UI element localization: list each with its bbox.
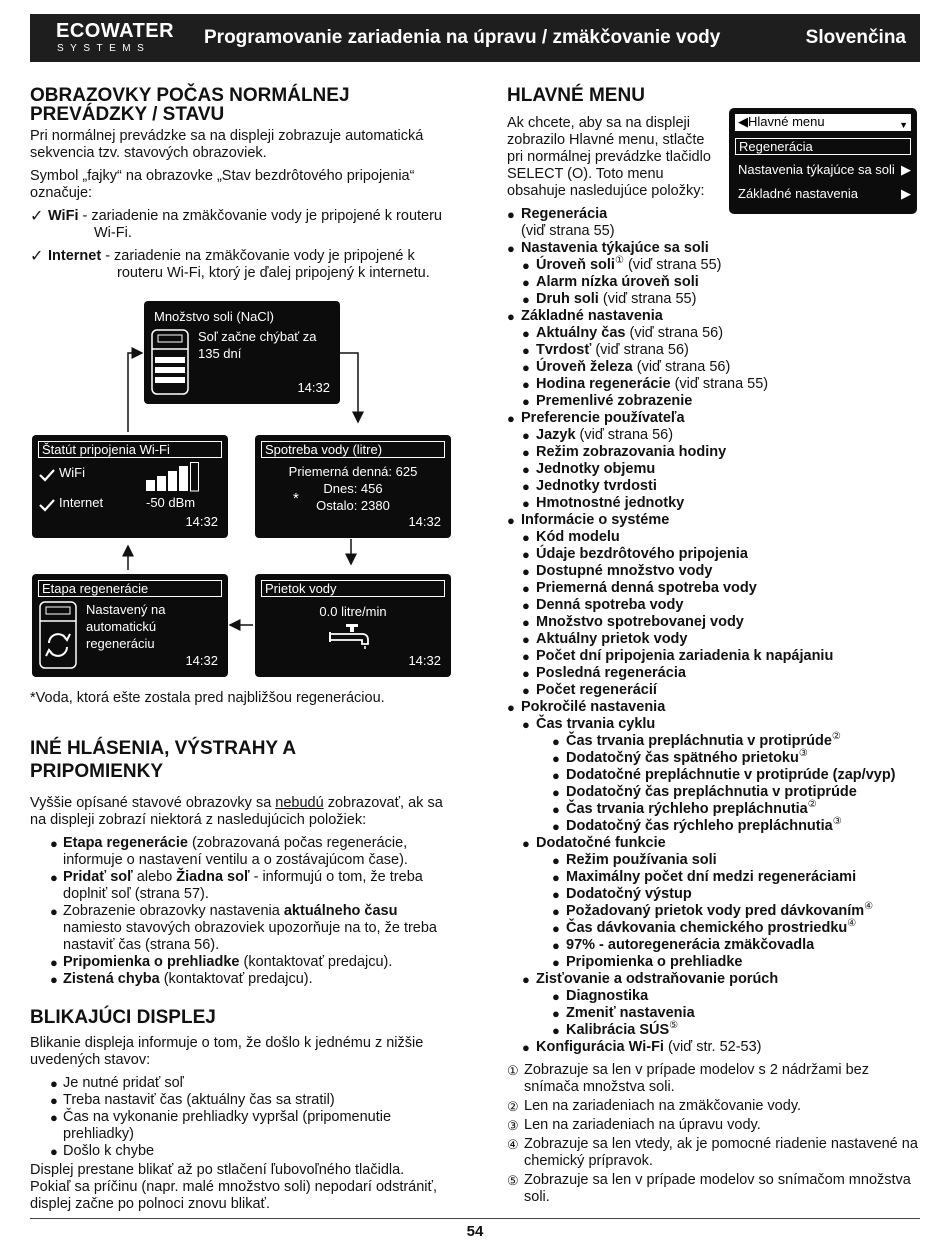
regen-line3: regeneráciu bbox=[86, 636, 155, 651]
list-item: ● Zobrazenie obrazovky nastavenia aktuálneho času namiesto stavových obrazoviek upozorňuje na to, že treba nastaviť čas (strana 56). bbox=[50, 903, 448, 954]
check-icon bbox=[38, 498, 56, 512]
chevron-right-icon: ▶ bbox=[901, 162, 911, 177]
menu-tree-item: ● Čas trvania rýchleho prepláchnutia② bbox=[552, 801, 921, 818]
menu-tree-item: ● Maximálny počet dní medzi regeneráciami bbox=[552, 869, 921, 886]
main-menu-intro: Ak chcete, aby sa na displeji zobrazilo Hlavné menu, stlačte pri normálnej prevádzke tlačidlo SELECT (O). Toto menu obsahuje nasledujúce položky: bbox=[507, 115, 711, 199]
blinking-outro: Displej prestane blikať až po stlačení ľubovoľného tlačidla. Pokiaľ sa príčinu (napr. malé množstvo soli) nepodarí odstrániť, displej začne po polnoci znovu blikať. bbox=[30, 1162, 437, 1212]
menu-tree-item: ● Úroveň soli① (viď strana 55) bbox=[522, 257, 921, 274]
list-item: ● Etapa regenerácie (zobrazovaná počas regenerácie, informuje o nastavení ventilu a o zostávajúcom čase). bbox=[50, 835, 448, 869]
footnote-1: ① Zobrazuje sa len v prípade modelov s 2 nádržami bez snímača množstva soli. bbox=[507, 1062, 869, 1095]
menu-tree-item: ● Jednotky objemu bbox=[522, 461, 921, 478]
regen-line2: automatickú bbox=[86, 619, 157, 634]
menu-tree-item: ● Jednotky tvrdosti bbox=[522, 478, 921, 495]
menu-tree-item: ● Množstvo spotrebovanej vody bbox=[522, 614, 921, 631]
menu-tree-item: ● Konfigurácia Wi-Fi (viď str. 52-53) bbox=[522, 1039, 921, 1056]
header-title: Programovanie zariadenia na úpravu / zmäkčovanie vody bbox=[204, 27, 721, 48]
menu-tree-item: (viď strana 55) bbox=[521, 223, 615, 239]
regen-screen-title: Etapa regenerácie bbox=[38, 580, 222, 597]
menu-tree-item: ● Režim zobrazovania hodiny bbox=[522, 444, 921, 461]
menu-tree-item: ● Dodatočný čas rýchleho prepláchnutia③ bbox=[552, 818, 921, 835]
section-title-messages: INÉ HLÁSENIA, VÝSTRAHY A PRIPOMIENKY bbox=[30, 738, 297, 782]
menu-tree-item: ● Požadovaný prietok vody pred dávkovaním④ bbox=[552, 903, 921, 920]
list-item: ● Pripomienka o prehliadke (kontaktovať predajcu). bbox=[50, 954, 448, 971]
menu-display-title: ◀Hlavné menu ▼ bbox=[735, 114, 911, 131]
footnote-2: ② Len na zariadeniach na zmäkčovanie vody. bbox=[507, 1098, 802, 1114]
internet-label: Internet bbox=[59, 495, 104, 510]
menu-tree-item: ● Regenerácia bbox=[507, 206, 921, 223]
menu-tree-item: ● Diagnostika bbox=[552, 988, 921, 1005]
wifi-time: 14:32 bbox=[185, 514, 218, 529]
water-usage-screen bbox=[255, 435, 451, 538]
menu-tree-item: ● Počet regenerácií bbox=[522, 682, 921, 699]
chevron-down-icon: ▼ bbox=[899, 120, 908, 130]
check-icon bbox=[38, 468, 56, 482]
footnote-3: ③ Len na zariadeniach na úpravu vody. bbox=[507, 1117, 761, 1133]
usage-remaining: Ostalo: 2380 bbox=[316, 498, 390, 513]
menu-tree-item: ● Pokročilé nastavenia bbox=[507, 699, 921, 716]
usage-star: * bbox=[293, 490, 299, 507]
salt-time: 14:32 bbox=[297, 380, 330, 395]
signal-bars-icon bbox=[145, 462, 201, 492]
menu-tree-item: ● Čas dávkovania chemického prostriedku④ bbox=[552, 920, 921, 937]
ecowater-logo: ECOWATER bbox=[56, 20, 175, 42]
menu-tree-item: ● Čas trvania cyklu bbox=[522, 716, 921, 733]
menu-tree-item: ● Dodatočný čas spätného prietoku③ bbox=[552, 750, 921, 767]
flow-rate: 0.0 litre/min bbox=[319, 604, 387, 619]
left-column bbox=[30, 86, 448, 1219]
logo-systems: SYSTEMS bbox=[57, 43, 151, 54]
list-item: ● Došlo k chybe bbox=[50, 1143, 448, 1160]
menu-tree-item: ● Hmotnostné jednotky bbox=[522, 495, 921, 512]
regen-time: 14:32 bbox=[185, 653, 218, 668]
menu-tree-item: ● Dostupné množstvo vody bbox=[522, 563, 921, 580]
menu-tree-item: ● Premenlivé zobrazenie bbox=[522, 393, 921, 410]
menu-tree-item: ● Dodatočné funkcie bbox=[522, 835, 921, 852]
menu-tree-item: ● 97% - autoregenerácia zmäkčovadla bbox=[552, 937, 921, 954]
list-item: ● Pridať soľ alebo Žiadna soľ - informujú o tom, že treba doplniť soľ (strana 57). bbox=[50, 869, 448, 903]
menu-tree-item: ● Jazyk (viď strana 56) bbox=[522, 427, 921, 444]
main-menu-display bbox=[729, 108, 917, 214]
menu-tree-item: ● Kód modelu bbox=[522, 529, 921, 546]
blinking-intro: Blikanie displeja informuje o tom, že došlo k jednému z nižšie uvedených stavov: bbox=[30, 1035, 424, 1068]
menu-tree-item: ● Dodatočný čas prepláchnutia v protiprúde bbox=[552, 784, 921, 801]
menu-tree-item: ● Preferencie používateľa bbox=[507, 410, 921, 427]
menu-tree-item: ● Kalibrácia SÚS⑤ bbox=[552, 1022, 921, 1039]
salt-line2: 135 dní bbox=[198, 346, 242, 361]
menu-tree-item: ● Zisťovanie a odstraňovanie porúch bbox=[522, 971, 921, 988]
check-icon: ✓ bbox=[30, 208, 44, 225]
menu-tree-item: ● Priemerná denná spotreba vody bbox=[522, 580, 921, 597]
wifi-screen-title: Štatút pripojenia Wi-Fi bbox=[38, 441, 222, 458]
menu-tree-item: ● Počet dní pripojenia zariadenia k napájaniu bbox=[522, 648, 921, 665]
salt-tank-icon bbox=[151, 329, 189, 395]
footnotes bbox=[507, 1062, 921, 1206]
messages-intro: Vyššie opísané stavové obrazovky sa nebudú zobrazovať, ak sa na displeji zobrazí niektorá z nasledujúcich položiek: bbox=[30, 795, 443, 828]
faucet-icon bbox=[328, 622, 376, 650]
menu-tree bbox=[507, 206, 921, 1056]
menu-tree-item: ● Údaje bezdrôtového pripojenia bbox=[522, 546, 921, 563]
menu-tree-item: ● Dodatočné prepláchnutie v protiprúde (zap/vyp) bbox=[552, 767, 921, 784]
menu-tree-item: ● Pripomienka o prehliadke bbox=[552, 954, 921, 971]
flow-screen-title: Prietok vody bbox=[261, 580, 445, 597]
menu-tree-item: ● Informácie o systéme bbox=[507, 512, 921, 529]
menu-item-regeneration: Regenerácia bbox=[735, 138, 911, 155]
regeneration-screen bbox=[32, 574, 228, 677]
list-item: ● Treba nastaviť čas (aktuálny čas sa stratil) bbox=[50, 1092, 448, 1109]
right-column bbox=[507, 86, 921, 1208]
regen-line1: Nastavený na bbox=[86, 602, 166, 617]
wifi-tick-item: ✓ WiFi - zariadenie na zmäkčovanie vody je pripojené k routeru Wi-Fi. bbox=[30, 208, 442, 241]
menu-tree-item: ● Aktuálny čas (viď strana 56) bbox=[522, 325, 921, 342]
usage-today: Dnes: 456 bbox=[323, 481, 383, 496]
menu-tree-item: ● Posledná regenerácia bbox=[522, 665, 921, 682]
tick-explanation: Symbol „fajky“ na obrazovke „Stav bezdrôtového pripojenia“ označuje: bbox=[30, 168, 415, 201]
menu-tree-item: ● Úroveň železa (viď strana 56) bbox=[522, 359, 921, 376]
section-title-status: OBRAZOVKY POČAS NORMÁLNEJ PREVÁDZKY / STAVU bbox=[30, 85, 350, 125]
regeneration-tank-icon bbox=[39, 601, 77, 669]
menu-tree-item: ● Denná spotreba vody bbox=[522, 597, 921, 614]
menu-tree-item: ● Aktuálny prietok vody bbox=[522, 631, 921, 648]
menu-tree-item: ● Druh soli (viď strana 55) bbox=[522, 291, 921, 308]
menu-tree-item: ● Režim používania soli bbox=[552, 852, 921, 869]
list-item: ● Čas na vykonanie prehliadky vypršal (pripomenutie prehliadky) bbox=[50, 1109, 448, 1143]
footnote-4: ④ Zobrazuje sa len vtedy, ak je pomocné riadenie nastavené na chemický prípravok. bbox=[507, 1136, 918, 1169]
check-icon: ✓ bbox=[30, 248, 44, 265]
menu-item-basic-settings: Základné nastavenia ▶ bbox=[738, 186, 911, 201]
menu-item-salt-settings: Nastavenia týkajúce sa soli ▶ bbox=[738, 162, 911, 177]
list-item: ● Zistená chyba (kontaktovať predajcu). bbox=[50, 971, 448, 988]
page-header bbox=[30, 14, 920, 62]
page-number: 54 bbox=[466, 1223, 484, 1240]
section-title-blinking: BLIKAJÚCI DISPLEJ bbox=[30, 1007, 216, 1028]
chevron-left-icon: ◀ bbox=[738, 114, 748, 129]
signal-strength: -50 dBm bbox=[146, 495, 196, 510]
menu-tree-item: ● Alarm nízka úroveň soli bbox=[522, 274, 921, 291]
footnote-5: ⑤ Zobrazuje sa len v prípade modelov so snímačom množstva soli. bbox=[507, 1172, 911, 1205]
wifi-label: WiFi bbox=[59, 465, 85, 480]
wifi-status-screen bbox=[32, 435, 228, 538]
menu-tree-item: ● Dodatočný výstup bbox=[552, 886, 921, 903]
usage-time: 14:32 bbox=[408, 514, 441, 529]
menu-tree-item: ● Nastavenia týkajúce sa soli bbox=[507, 240, 921, 257]
usage-avg: Priemerná denná: 625 bbox=[288, 464, 418, 479]
messages-list bbox=[50, 835, 448, 988]
status-screen-diagram bbox=[30, 292, 450, 684]
usage-screen-title: Spotreba vody (litre) bbox=[261, 441, 445, 458]
menu-tree-item: ● Tvrdosť (viď strana 56) bbox=[522, 342, 921, 359]
footer-divider bbox=[30, 1218, 920, 1219]
menu-tree-item: ● Základné nastavenia bbox=[507, 308, 921, 325]
salt-screen bbox=[144, 301, 340, 404]
flow-time: 14:32 bbox=[408, 653, 441, 668]
section-title-main-menu: HLAVNÉ MENU bbox=[507, 85, 645, 106]
menu-tree-item: ● Hodina regenerácie (viď strana 55) bbox=[522, 376, 921, 393]
water-flow-screen bbox=[255, 574, 451, 677]
salt-screen-title: Množstvo soli (NaCl) bbox=[154, 309, 274, 324]
salt-line1: Soľ začne chýbať za bbox=[198, 329, 317, 344]
menu-tree-item: ● Čas trvania prepláchnutia v protiprúde② bbox=[552, 733, 921, 750]
menu-tree-item: ● Zmeniť nastavenia bbox=[552, 1005, 921, 1022]
header-language: Slovenčina bbox=[805, 27, 906, 48]
list-item: ● Je nutné pridať soľ bbox=[50, 1075, 448, 1092]
internet-tick-item: ✓ Internet - zariadenie na zmäkčovanie vody je pripojené k routeru Wi-Fi, ktorý je ďalej pripojený k internetu. bbox=[30, 248, 430, 281]
status-intro: Pri normálnej prevádzke sa na displeji zobrazuje automatická sekvencia tzv. stavových obrazoviek. bbox=[30, 128, 424, 161]
chevron-right-icon: ▶ bbox=[901, 186, 911, 201]
blinking-list bbox=[50, 1075, 448, 1160]
diagram-footnote: *Voda, ktorá ešte zostala pred najbližšou regeneráciou. bbox=[30, 690, 385, 706]
